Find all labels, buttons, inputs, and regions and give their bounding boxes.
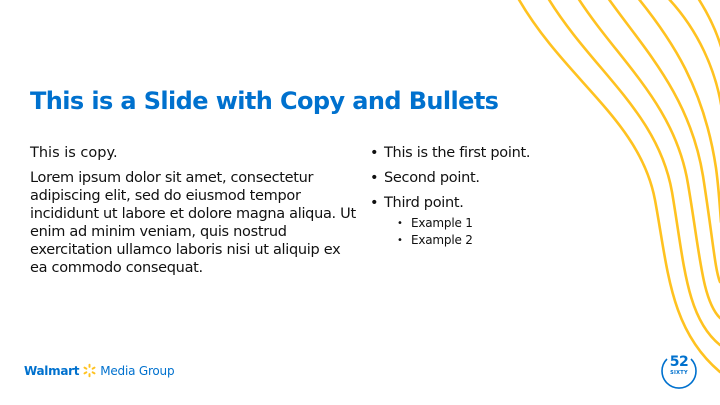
copy-block [30,144,360,277]
bullet-text: Second point. [384,170,480,186]
bullet-item [366,194,626,249]
badge-number: 52 [669,354,689,370]
badge-text [661,355,697,376]
slide-title: This is a Slide with Copy and Bullets [30,87,499,115]
bullet-text: Third point. [384,195,464,211]
bullet-text: This is the first point. [384,145,531,161]
copy-lead: This is copy. [30,145,118,161]
sub-bullet-list [384,215,626,249]
logo-group-text: Media Group [100,363,175,378]
walmart-media-group-logo [24,363,174,378]
bullet-list [366,144,626,256]
walmart-spark-icon [82,363,97,378]
badge-word: SIXTY [670,370,688,376]
bullet-item [366,169,626,187]
copy-body: Lorem ipsum dolor sit amet, consectetur adipiscing elit, sed do eiusmod tempor incididunt ut labore et dolore magna aliqua. Ut enim ad minim veniam, quis nostrud exercitation ullamco laboris nisi ut aliquip ex ea commodo consequat. [30,170,356,276]
sub-bullet-item: • Example 1 [384,215,626,232]
bullet-item [366,144,626,162]
sub-bullet-item: • Example 2 [384,232,626,249]
logo-brand: Walmart [24,363,80,378]
